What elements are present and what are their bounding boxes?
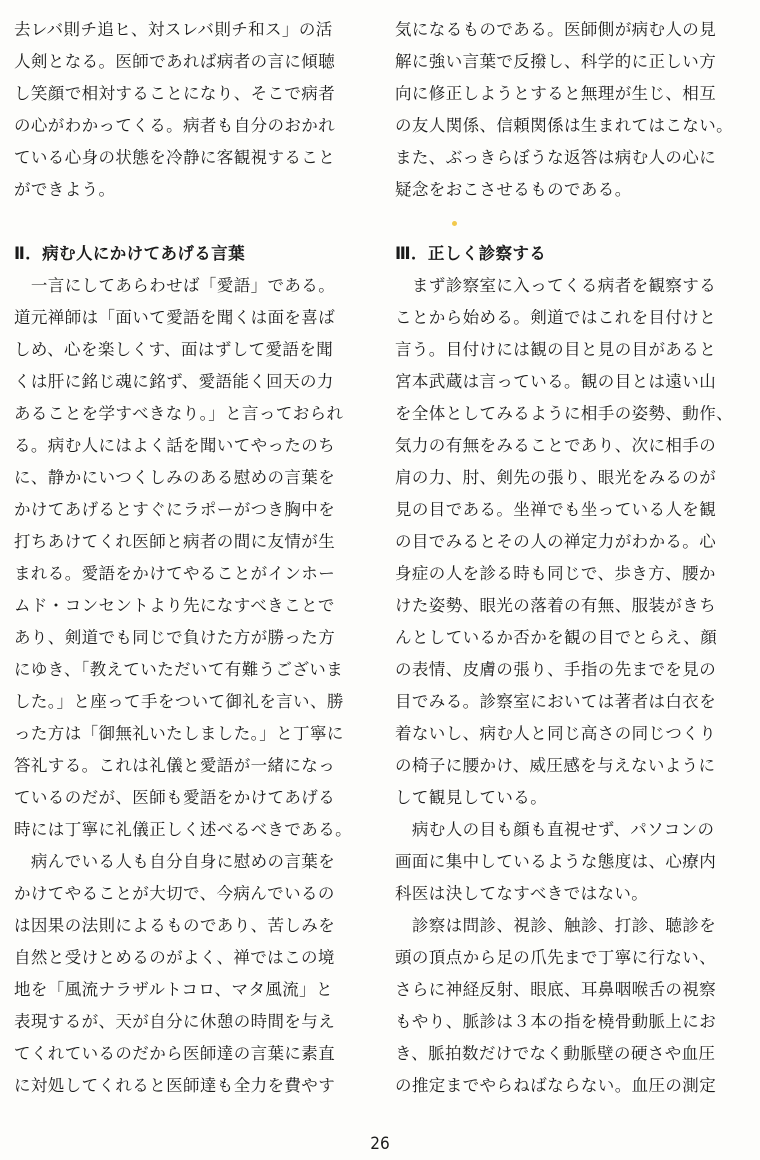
text-line: くは肝に銘じ魂に銘ず、愛語能く回天の力 (14, 372, 334, 391)
text-line: ができよう。 (14, 180, 116, 199)
text-line: 解に強い言葉で反撥し、科学的に正しい方 (395, 52, 717, 71)
text-line: の友人関係、信頼関係は生まれてはこない。 (395, 116, 733, 135)
text-line: ことから始める。剣道ではこれを目付けと (395, 308, 717, 327)
text-line: 画面に集中しているような態度は、心療内 (395, 852, 717, 871)
text-line: 気になるものである。医師側が病む人の見 (395, 20, 717, 39)
text-line: の椅子に腰かけ、威圧感を与えないように (395, 756, 716, 775)
right-column (395, 14, 733, 1102)
text-line: の推定までやらねばならない。血圧の測定 (395, 1076, 717, 1095)
text-line: あることを学すべきなり。」と言っておられ (14, 404, 344, 423)
text-line: まず診察室に入ってくる病者を観察する (395, 276, 717, 295)
text-line: 目でみる。診察室においては著者は白衣を (395, 692, 717, 711)
text-line: き、脈拍数だけでなく動脈壁の硬さや血圧 (395, 1044, 716, 1063)
paragraph-gap (14, 206, 344, 238)
text-line: 人剣となる。医師であれば病者の言に傾聴 (14, 52, 336, 71)
text-line: かけてやることが大切で、今病んでいるの (14, 884, 335, 903)
text-line: し笑顔で相対することになり、そこで病者 (14, 84, 336, 103)
text-line: にゆき、「教えていただいて有難うございま (14, 660, 344, 679)
text-line: 診察は問診、視診、触診、打診、聴診を (395, 916, 717, 935)
text-line: けた姿勢、眼光の落着の有無、服装がきち (395, 596, 717, 615)
text-line: る。病む人にはよく話を聞いてやったのち (14, 436, 336, 455)
text-line: てくれているのだから医師達の言葉に素直 (14, 1044, 336, 1063)
text-line: ている心身の状態を冷静に客観視すること (14, 148, 336, 167)
text-line: に、静かにいつくしみのある慰めの言葉を (14, 468, 336, 487)
text-line: 一言にしてあらわせば「愛語」である。 (14, 276, 336, 295)
text-line: 地を「風流ナラザルトコロ、マタ風流」と (14, 980, 333, 999)
section-heading: Ⅲ．正しく診察する (395, 244, 547, 263)
text-line: を全体としてみるように相手の姿勢、動作、 (395, 404, 733, 423)
text-line: 肩の力、肘、剣先の張り、眼光をみるのが (395, 468, 717, 487)
text-line: 言う。目付けには観の目と見の目があると (395, 340, 717, 359)
text-line: しめ、心を楽しくす、面はずして愛語を聞 (14, 340, 334, 359)
text-line: った方は「御無礼いたしました。」と丁寧に (14, 724, 344, 743)
text-line: 向に修正しようとすると無理が生じ、相互 (395, 84, 717, 103)
text-line: 疑念をおこさせるものである。 (395, 180, 632, 199)
text-line: 着ないし、病む人と同じ高さの同じつくり (395, 724, 717, 743)
text-line: 打ちあけてくれ医師と病者の間に友情が生 (14, 532, 336, 551)
text-line: もやり、脈診は３本の指を橈骨動脈上にお (395, 1012, 717, 1031)
text-line: 病んでいる人も自分自身に慰めの言葉を (14, 852, 336, 871)
text-line: 宮本武蔵は言っている。観の目とは遠い山 (395, 372, 717, 391)
text-line: して観見している。 (395, 788, 548, 807)
text-line: 身症の人を診る時も同じで、歩き方、腰か (395, 564, 716, 583)
text-line: は因果の法則によるものであり、苦しみを (14, 916, 336, 935)
text-line: 気力の有無をみることであり、次に相手の (395, 436, 717, 455)
ink-dot (452, 221, 457, 226)
section-heading: Ⅱ．病む人にかけてあげる言葉 (14, 244, 245, 263)
text-line: 自然と受けとめるのがよく、禅ではこの境 (14, 948, 335, 967)
paragraph-gap (395, 206, 725, 238)
text-line: 答礼する。これは礼儀と愛語が一緒になっ (14, 756, 336, 775)
text-line: ているのだが、医師も愛語をかけてあげる (14, 788, 336, 807)
text-line: 見の目である。坐禅でも坐っている人を観 (395, 500, 717, 519)
text-line: の心がわかってくる。病者も自分のおかれ (14, 116, 336, 135)
text-line: に対処してくれると医師達も全力を費やす (14, 1076, 336, 1095)
text-line: 病む人の目も顔も直視せず、パソコンの (395, 820, 715, 839)
text-line: んとしているか否かを観の目でとらえ、顔 (395, 628, 718, 647)
text-line: 表現するが、天が自分に休憩の時間を与え (14, 1012, 336, 1031)
text-line: かけてあげるとすぐにラポーがつき胸中を (14, 500, 336, 519)
text-line: 時には丁寧に礼儀正しく述べるべきである。 (14, 820, 352, 839)
text-line: ムド・コンセントより先になすべきことで (14, 596, 335, 615)
page-number: 26 (370, 1134, 390, 1154)
text-line: さらに神経反射、眼底、耳鼻咽喉舌の視察 (395, 980, 717, 999)
text-line: 頭の頂点から足の爪先まで丁寧に行ない、 (395, 948, 717, 967)
text-line: 科医は決してなすべきではない。 (395, 884, 649, 903)
left-column (14, 14, 352, 1102)
text-line: した。」と座って手をついて御礼を言い、勝 (14, 692, 344, 711)
text-line: あり、剣道でも同じで負けた方が勝った方 (14, 628, 336, 647)
text-line: の目でみるとその人の禅定力がわかる。心 (395, 532, 717, 551)
text-line: 道元禅師は「面いて愛語を聞くは面を喜ば (14, 308, 336, 327)
text-line: まれる。愛語をかけてやることがインホー (14, 564, 336, 583)
text-line: の表情、皮膚の張り、手指の先までを見の (395, 660, 717, 679)
text-line: 去レバ則チ追ヒ、対スレバ則チ和ス」の活 (14, 20, 333, 39)
text-line: また、ぶっきらぼうな返答は病む人の心に (395, 148, 717, 167)
